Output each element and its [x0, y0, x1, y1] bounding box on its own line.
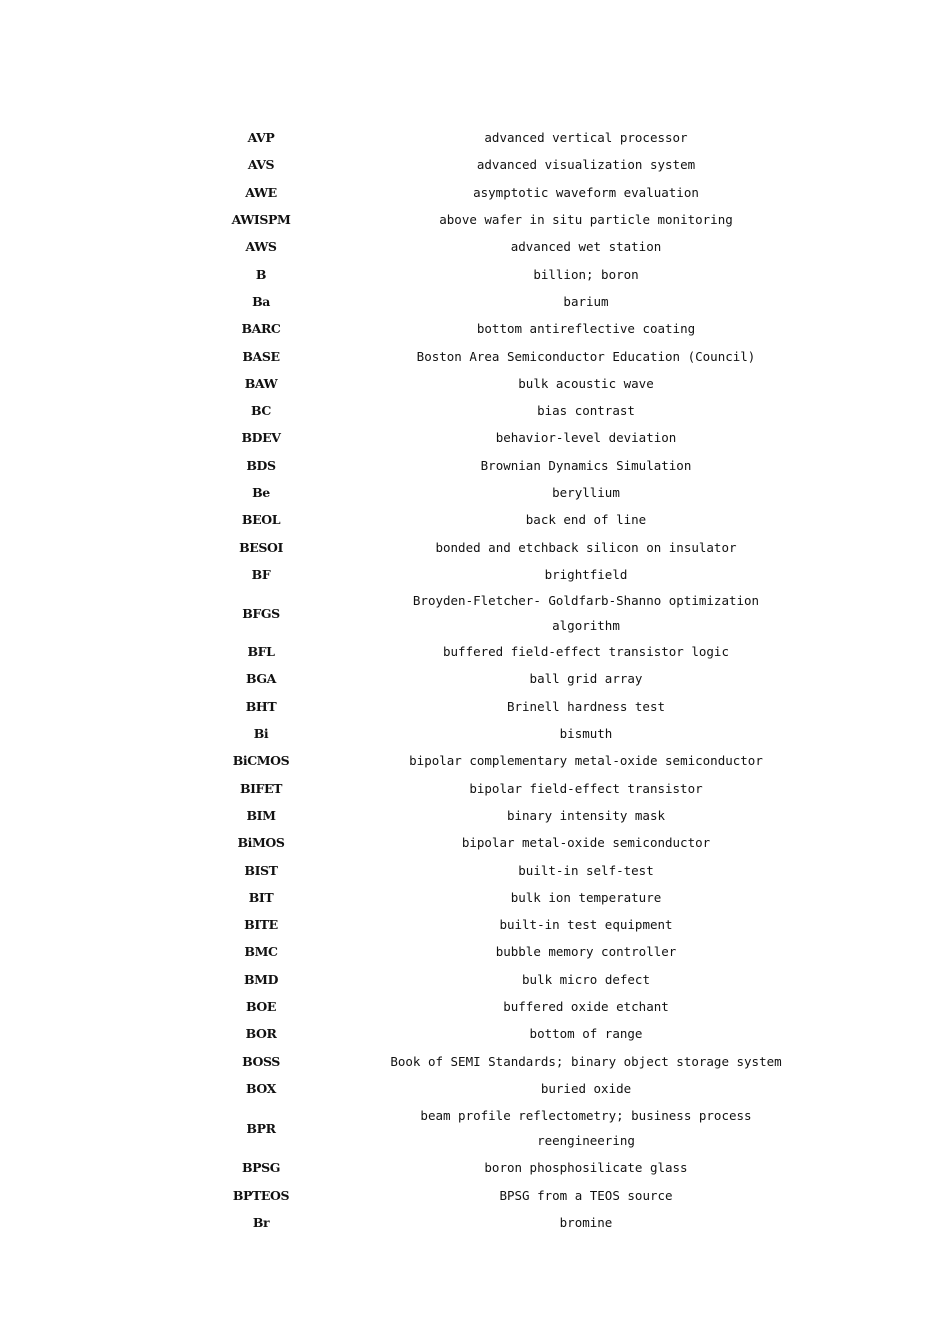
abbreviation-definition: back end of line: [525, 512, 647, 528]
glossary-row: [0, 884, 950, 911]
glossary-row: [0, 315, 950, 342]
abbreviation-term: BPTEOS: [232, 1187, 290, 1203]
abbreviation-definition: bismuth: [559, 726, 613, 742]
glossary-row: [0, 452, 950, 479]
abbreviation-term: BGA: [246, 671, 276, 687]
glossary-row: [0, 720, 950, 747]
abbreviation-term: BIFET: [239, 780, 283, 796]
abbreviation-definition: behavior-level deviation: [495, 430, 677, 446]
abbreviation-term: AVP: [247, 130, 275, 146]
abbreviation-definition: beam profile reflectometry; business process reengineering: [420, 1108, 752, 1149]
glossary-row: [0, 370, 950, 397]
glossary-row: [0, 233, 950, 260]
abbreviation-definition: built-in test equipment: [499, 917, 673, 933]
abbreviation-term: BHT: [245, 698, 277, 714]
abbreviation-term: AWE: [245, 184, 277, 200]
abbreviation-definition: bulk micro defect: [522, 971, 650, 987]
abbreviation-definition: bromine: [559, 1214, 613, 1230]
abbreviation-term: BIT: [248, 889, 274, 905]
abbreviation-definition: brightfield: [544, 566, 628, 582]
abbreviation-definition: asymptotic waveform evaluation: [473, 184, 699, 200]
glossary-row: [0, 561, 950, 588]
glossary-row: [0, 342, 950, 369]
abbreviation-term: BPSG: [241, 1160, 281, 1176]
abbreviation-term: BASE: [242, 348, 280, 364]
glossary-row: [0, 506, 950, 533]
abbreviation-definition: beryllium: [552, 485, 620, 500]
abbreviation-definition: bubble memory controller: [495, 944, 677, 960]
glossary-row: [0, 1209, 950, 1236]
abbreviation-term: Br: [252, 1214, 270, 1230]
abbreviation-definition: bonded and etchback silicon on insulator: [435, 539, 737, 555]
abbreviation-term: BFGS: [242, 605, 280, 621]
glossary-row: [0, 966, 950, 993]
glossary-row: [0, 588, 950, 638]
glossary-row: [0, 1048, 950, 1075]
glossary-row: [0, 1075, 950, 1102]
abbreviation-term: BMC: [244, 944, 278, 960]
abbreviation-term: BDS: [246, 457, 276, 473]
glossary-row: [0, 1020, 950, 1047]
glossary-row: [0, 397, 950, 424]
abbreviation-term: BOE: [245, 999, 276, 1015]
glossary-row: [0, 1154, 950, 1181]
abbreviation-term: Ba: [252, 293, 270, 309]
abbreviation-term: BEOL: [241, 512, 281, 528]
abbreviation-definition: billion; boron: [533, 266, 639, 282]
glossary-row: [0, 747, 950, 774]
glossary-row: [0, 151, 950, 178]
glossary-row: [0, 206, 950, 233]
abbreviation-term: BMD: [243, 971, 279, 987]
abbreviation-term: BARC: [241, 321, 281, 337]
glossary-row: [0, 911, 950, 938]
abbreviation-definition: built-in self-test: [518, 862, 654, 878]
abbreviation-term: BESOI: [239, 539, 283, 555]
glossary-table: [0, 124, 950, 1236]
abbreviation-definition: BPSG from a TEOS source: [499, 1187, 673, 1203]
abbreviation-definition: buffered field-effect transistor logic: [443, 644, 729, 660]
abbreviation-term: BOSS: [242, 1053, 280, 1069]
abbreviation-definition: Broyden-Fletcher- Goldfarb-Shanno optimization algorithm: [412, 593, 760, 634]
glossary-row: [0, 775, 950, 802]
abbreviation-term: BOR: [245, 1026, 277, 1042]
glossary-row: [0, 856, 950, 883]
glossary-row: [0, 1181, 950, 1208]
abbreviation-term: BPR: [246, 1120, 276, 1136]
abbreviation-term: BDEV: [241, 430, 281, 446]
abbreviation-term: BC: [251, 403, 271, 419]
abbreviation-definition: bipolar field-effect transistor: [469, 780, 703, 796]
glossary-row: [0, 638, 950, 665]
glossary-row: [0, 288, 950, 315]
abbreviation-definition: advanced wet station: [510, 239, 662, 255]
glossary-row: [0, 260, 950, 287]
glossary-row: [0, 829, 950, 856]
abbreviation-definition: bipolar metal-oxide semiconductor: [461, 835, 711, 851]
abbreviation-term: AVS: [247, 157, 275, 173]
abbreviation-definition: bottom antireflective coating: [476, 321, 696, 337]
abbreviation-definition: Book of SEMI Standards; binary object storage system: [390, 1053, 782, 1069]
abbreviation-definition: barium: [563, 293, 609, 309]
abbreviation-term: BiMOS: [237, 835, 285, 851]
glossary-row: [0, 124, 950, 151]
abbreviation-definition: buried oxide: [540, 1080, 632, 1096]
glossary-row: [0, 1102, 950, 1154]
abbreviation-term: Bi: [253, 726, 269, 742]
abbreviation-definition: bulk ion temperature: [510, 889, 662, 905]
abbreviation-definition: bulk acoustic wave: [518, 375, 654, 391]
abbreviation-term: BFL: [247, 644, 275, 660]
abbreviation-definition: above wafer in situ particle monitoring: [439, 212, 733, 228]
glossary-row: [0, 802, 950, 829]
abbreviation-term: BiCMOS: [232, 753, 290, 769]
abbreviation-term: BF: [251, 566, 271, 582]
glossary-row: [0, 665, 950, 692]
abbreviation-term: AWS: [245, 239, 277, 255]
glossary-row: [0, 179, 950, 206]
abbreviation-definition: bottom of range: [529, 1026, 643, 1042]
abbreviation-term: AWISPM: [231, 212, 291, 228]
glossary-row: [0, 938, 950, 965]
glossary-row: [0, 693, 950, 720]
abbreviation-definition: Brinell hardness test: [506, 698, 666, 714]
abbreviation-definition: Brownian Dynamics Simulation: [480, 457, 692, 473]
abbreviation-definition: Boston Area Semiconductor Education (Council): [416, 348, 756, 364]
abbreviation-term: B: [255, 266, 267, 282]
abbreviation-term: Be: [252, 485, 270, 500]
abbreviation-term: BIM: [246, 807, 276, 823]
abbreviation-definition: bipolar complementary metal-oxide semiconductor: [409, 753, 763, 769]
abbreviation-term: BIST: [244, 862, 278, 878]
abbreviation-definition: advanced visualization system: [476, 157, 696, 173]
abbreviation-definition: buffered oxide etchant: [503, 999, 669, 1015]
abbreviation-term: BITE: [244, 917, 278, 933]
glossary-row: [0, 479, 950, 506]
abbreviation-definition: boron phosphosilicate glass: [484, 1160, 688, 1176]
glossary-row: [0, 993, 950, 1020]
abbreviation-term: BOX: [246, 1080, 276, 1096]
abbreviation-term: BAW: [244, 375, 278, 391]
glossary-row: [0, 533, 950, 560]
glossary-row: [0, 424, 950, 451]
abbreviation-definition: advanced vertical processor: [484, 130, 688, 146]
abbreviation-definition: ball grid array: [529, 671, 643, 687]
abbreviation-definition: bias contrast: [537, 403, 635, 419]
abbreviation-definition: binary intensity mask: [506, 807, 666, 823]
